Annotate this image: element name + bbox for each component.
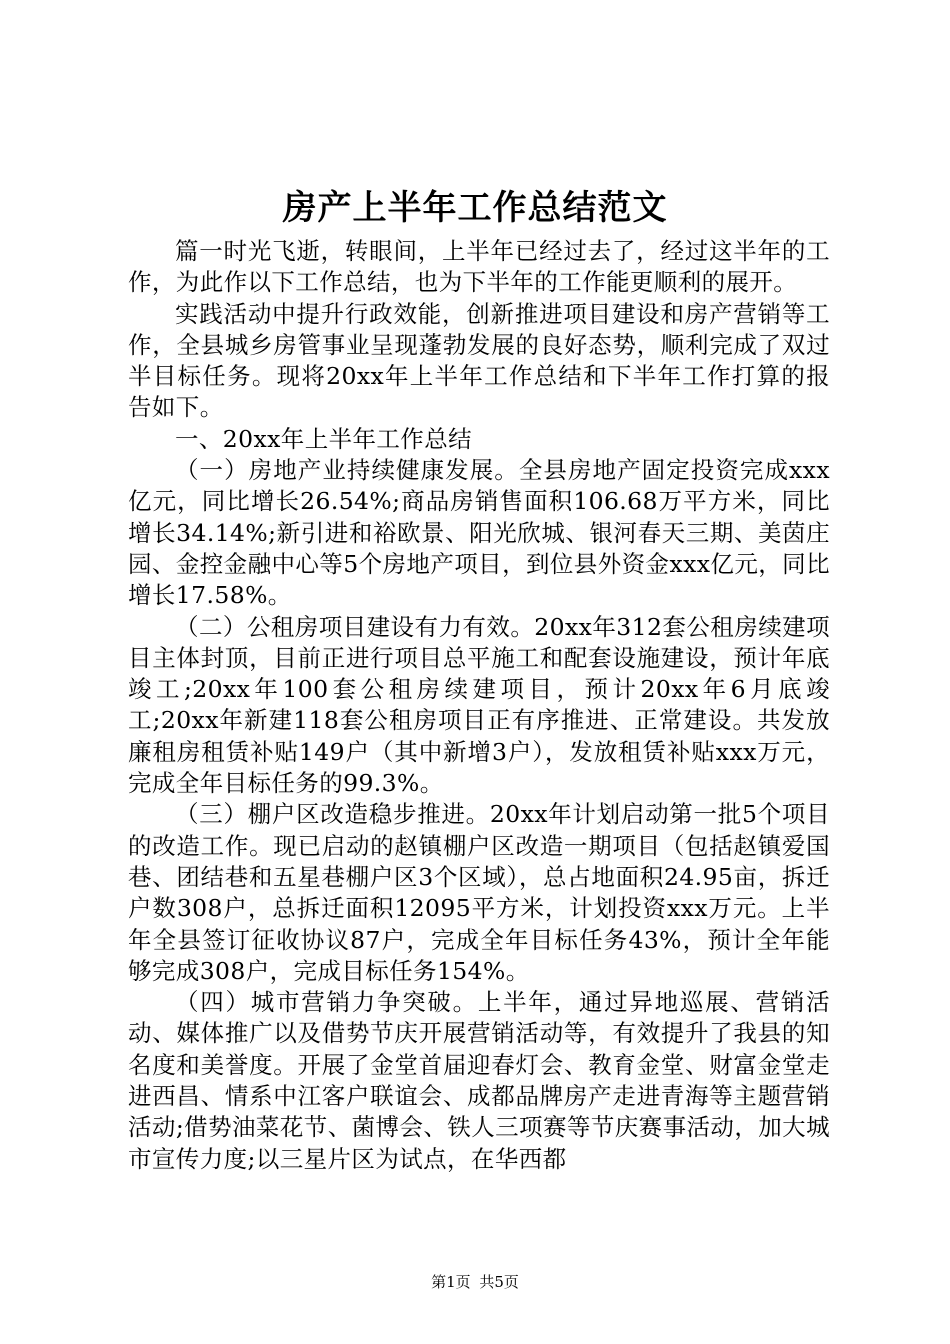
- paragraph-item-3: （三）棚户区改造稳步推进。20xx年计划启动第一批5个项目的改造工作。现已启动的赵镇棚户区改造一期项目（包括赵镇爱国巷、团结巷和五星巷棚户区3个区域），总占地面积24.95亩，拆迁户数308户，总拆迁面积12095平方米，计划投资xxx万元。上半年全县签订征收协议87户，完成全年目标任务43%，预计全年能够完成308户，完成目标任务154%。: [128, 800, 830, 985]
- paragraph-item-4: （四）城市营销力争突破。上半年，通过异地巡展、营销活动、媒体推广以及借势节庆开展营销活动等，有效提升了我县的知名度和美誉度。开展了金堂首届迎春灯会、教育金堂、财富金堂走进西昌、情系中江客户联谊会、成都品牌房产走进青海等主题营销活动;借势油菜花节、菌博会、铁人三项赛等节庆赛事活动，加大城市宣传力度;以三星片区为试点，在华西都: [128, 988, 830, 1173]
- page-footer: [0, 1272, 950, 1292]
- paragraph-intro: 篇一时光飞逝，转眼间，上半年已经过去了，经过这半年的工作，为此作以下工作总结，也为下半年的工作能更顺利的展开。: [128, 237, 830, 297]
- document-body: [128, 236, 830, 1175]
- section-heading: 一、20xx年上半年工作总结: [175, 424, 473, 453]
- document-title: 房产上半年工作总结范文: [282, 188, 668, 228]
- paragraph-item-1: （一）房地产业持续健康发展。全县房地产固定投资完成xxx亿元，同比增长26.54%;商品房销售面积106.68万平方米，同比增长34.14%;新引进和裕欧景、阳光欣城、银河春天三期、美茵庄园、金控金融中心等5个房地产项目，到位县外资金xxx亿元，同比增长17.58%。: [128, 456, 830, 610]
- paragraph-overview: 实践活动中提升行政效能，创新推进项目建设和房产营销等工作，全县城乡房管事业呈现蓬勃发展的良好态势，顺利完成了双过半目标任务。现将20xx年上半年工作总结和下半年工作打算的报告如下。: [128, 299, 830, 422]
- paragraph-item-2: （二）公租房项目建设有力有效。20xx年312套公租房续建项目主体封顶，目前正进行项目总平施工和配套设施建设，预计年底竣工;20xx年100套公租房续建项目，预计20xx年6月底竣工;20xx年新建118套公租房项目正有序推进、正常建设。共发放廉租房租赁补贴149户（其中新增3户），发放租赁补贴xxx万元，完成全年目标任务的99.3%。: [128, 612, 830, 798]
- page-number: 第1页: [431, 1273, 471, 1291]
- page-total: 共5页: [479, 1273, 519, 1291]
